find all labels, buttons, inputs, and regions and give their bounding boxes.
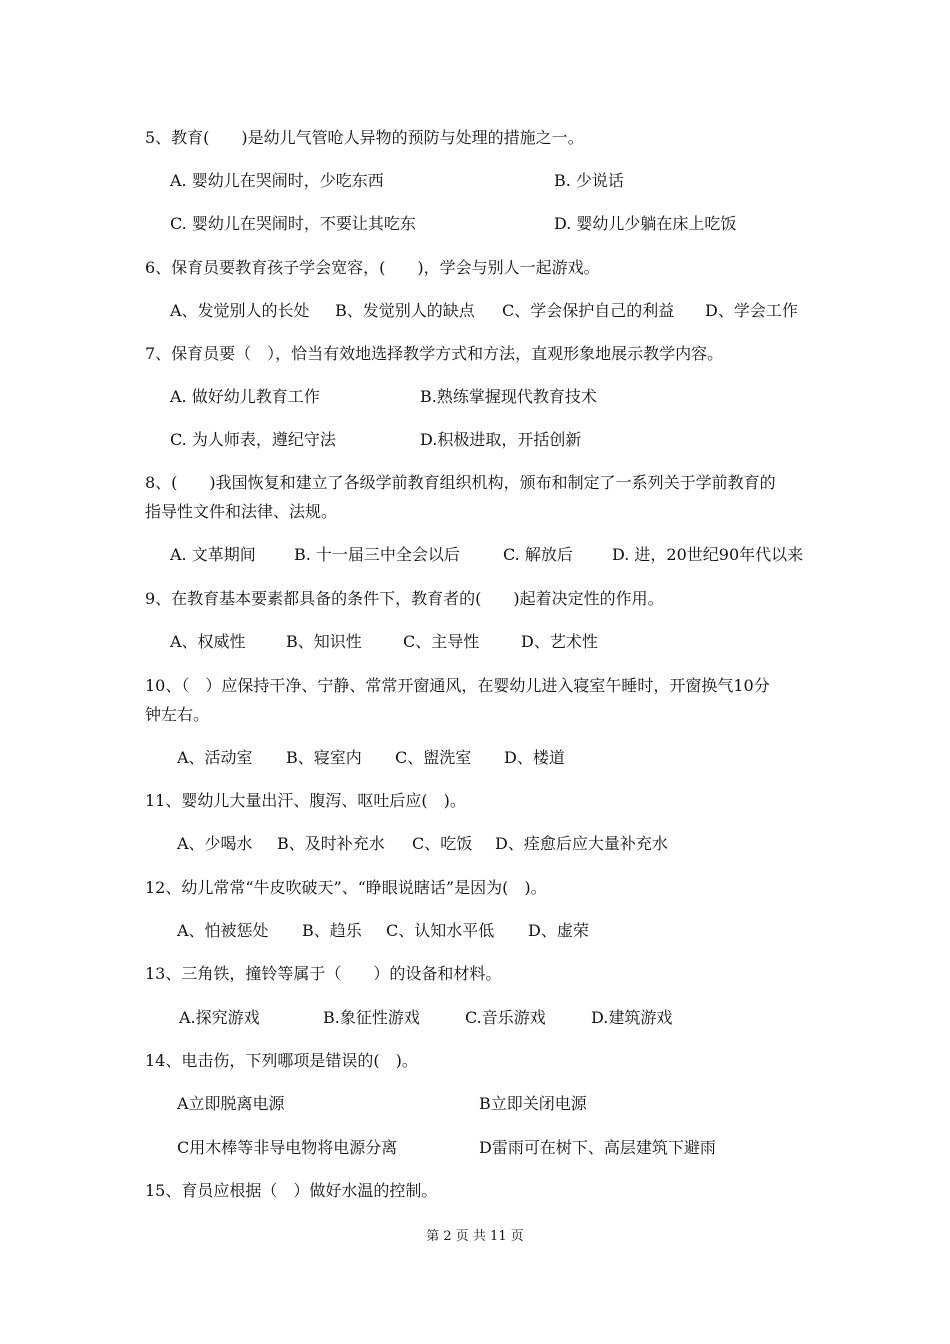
question-14-option-b: B立即关闭电源 bbox=[479, 1094, 587, 1113]
question-5-option-b: B. 少说话 bbox=[554, 171, 624, 190]
question-6-option-c: C、学会保护自己的利益 bbox=[502, 301, 675, 320]
question-8-option-b: B. 十一届三中全会以后 bbox=[294, 545, 460, 564]
question-9-option-c: C、主导性 bbox=[403, 632, 480, 651]
question-6-stem: 6、保育员要教育孩子学会宽容，( )，学会与别人一起游戏。 bbox=[145, 258, 600, 277]
question-9-option-d: D、艺术性 bbox=[521, 632, 598, 651]
question-11-stem: 11、婴幼儿大量出汗、腹泻、呕吐后应( )。 bbox=[145, 791, 466, 810]
page-number-footer: 第 2 页 共 11 页 bbox=[426, 1229, 524, 1244]
question-7-option-a: A. 做好幼儿教育工作 bbox=[170, 387, 320, 406]
question-11-option-b: B、及时补充水 bbox=[277, 834, 385, 853]
question-12-option-a: A、怕被惩处 bbox=[177, 921, 269, 940]
question-6-option-d: D、学会工作 bbox=[705, 301, 798, 320]
question-5-option-d: D. 婴幼儿少躺在床上吃饭 bbox=[554, 214, 737, 233]
question-7-option-b: B.熟练掌握现代教育技术 bbox=[420, 387, 597, 406]
question-11-option-d: D、痊愈后应大量补充水 bbox=[495, 834, 668, 853]
question-10-option-c: C、盥洗室 bbox=[395, 748, 472, 767]
question-8-option-d: D. 进，20世纪90年代以来 bbox=[612, 545, 804, 564]
question-7-option-c: C. 为人师表，遵纪守法 bbox=[170, 430, 336, 449]
question-8-stem: 8、( )我国恢复和建立了各级学前教育组织机构，颁布和制定了一系列关于学前教育的 bbox=[145, 473, 776, 492]
question-12-option-c: C、认知水平低 bbox=[386, 921, 495, 940]
question-14-option-c: C用木棒等非导电物将电源分离 bbox=[177, 1138, 398, 1157]
question-9-option-a: A、权威性 bbox=[170, 632, 246, 651]
question-11-option-c: C、吃饭 bbox=[412, 834, 473, 853]
question-10-stem-continued: 钟左右。 bbox=[145, 705, 210, 724]
question-10-stem: 10、（ ）应保持干净、宁静、常常开窗通风，在婴幼儿进入寝室午睡时，开窗换气10分 bbox=[145, 676, 770, 695]
question-5-stem: 5、教育( )是幼儿气管呛人异物的预防与处理的措施之一。 bbox=[145, 128, 584, 147]
question-9-option-b: B、知识性 bbox=[286, 632, 362, 651]
question-10-option-a: A、活动室 bbox=[177, 748, 253, 767]
question-13-option-c: C.音乐游戏 bbox=[465, 1008, 546, 1027]
question-10-option-d: D、楼道 bbox=[504, 748, 565, 767]
question-12-option-b: B、趋乐 bbox=[302, 921, 362, 940]
question-6-option-a: A、发觉别人的长处 bbox=[170, 301, 310, 320]
question-6-option-b: B、发觉别人的缺点 bbox=[335, 301, 475, 320]
question-5-option-c: C. 婴幼儿在哭闹时，不要让其吃东 bbox=[170, 214, 416, 233]
question-12-stem: 12、幼儿常常“牛皮吹破天”、“睁眼说瞎话”是因为( )。 bbox=[145, 878, 547, 897]
question-7-option-d: D.积极进取，开括创新 bbox=[420, 430, 582, 449]
question-8-option-a: A. 文革期间 bbox=[170, 545, 256, 564]
question-14-stem: 14、电击伤，下列哪项是错误的( )。 bbox=[145, 1051, 418, 1070]
question-5-option-a: A. 婴幼儿在哭闹时，少吃东西 bbox=[170, 171, 384, 190]
question-9-stem: 9、在教育基本要素都具备的条件下，教育者的( )起着决定性的作用。 bbox=[145, 589, 664, 608]
question-8-stem-continued: 指导性文件和法律、法规。 bbox=[145, 502, 338, 521]
question-13-option-d: D.建筑游戏 bbox=[591, 1008, 673, 1027]
question-14-option-a: A立即脱离电源 bbox=[177, 1094, 285, 1113]
question-14-option-d: D雷雨可在树下、高层建筑下避雨 bbox=[479, 1138, 716, 1157]
question-13-stem: 13、三角铁，撞铃等属于（ ）的设备和材料。 bbox=[145, 964, 502, 983]
question-8-option-c: C. 解放后 bbox=[503, 545, 573, 564]
question-11-option-a: A、少喝水 bbox=[177, 834, 253, 853]
question-13-option-b: B.象征性游戏 bbox=[323, 1008, 420, 1027]
question-7-stem: 7、保育员要（ ），恰当有效地选择教学方式和方法，直观形象地展示教学内容。 bbox=[145, 344, 724, 363]
question-12-option-d: D、虚荣 bbox=[528, 921, 589, 940]
question-15-stem: 15、育员应根据（ ）做好水温的控制。 bbox=[145, 1181, 438, 1200]
question-13-option-a: A.探究游戏 bbox=[179, 1008, 260, 1027]
question-10-option-b: B、寝室内 bbox=[286, 748, 362, 767]
